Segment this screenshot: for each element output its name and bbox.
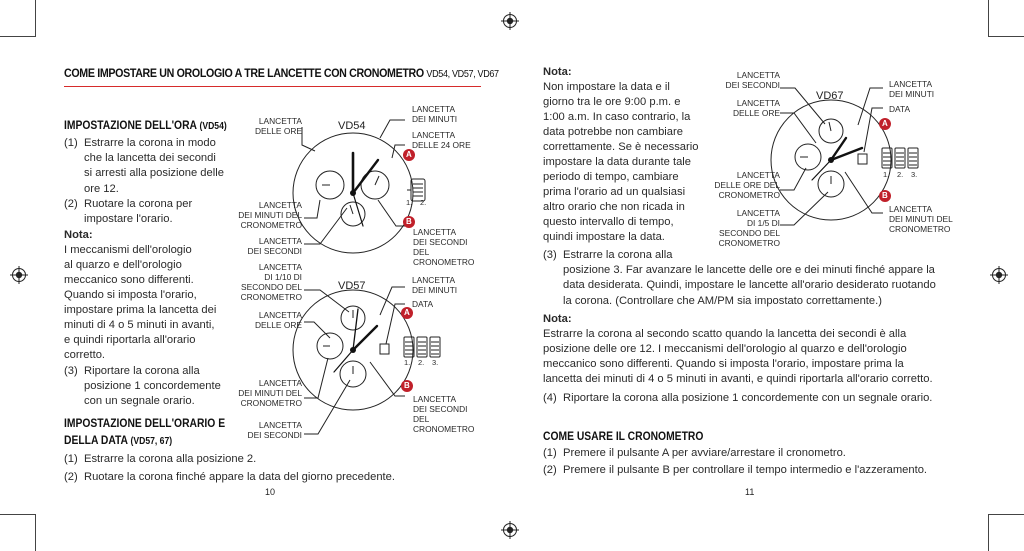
date-window	[858, 154, 867, 164]
model-label: VD67	[816, 90, 844, 102]
label-tenth-second: LANCETTA DI 1/10 DI SECONDO DEL CRONOMETRO	[240, 262, 302, 302]
section-heading-time: IMPOSTAZIONE DELL'ORA (VD54)	[64, 118, 227, 132]
nota-line: questo intervallo di tempo,	[543, 216, 674, 228]
label-chrono-second: LANCETTA DEI SECONDI DEL CRONOMETRO	[413, 227, 475, 267]
label-chrono-minute: LANCETTA DEI MINUTI DEL CRONOMETRO	[238, 378, 302, 408]
label-hour-hand: LANCETTA DELLE ORE	[254, 310, 302, 330]
section-heading-chrono: COME USARE IL CRONOMETRO	[543, 429, 704, 443]
page-number: 11	[745, 487, 755, 497]
nota-line: al quarzo e dell'orologio	[64, 259, 182, 271]
label-second-hand: LANCETTA DEI SECONDI	[247, 236, 302, 256]
nota-line: I meccanismi dell'orologio	[64, 244, 192, 256]
button-a-label: A	[404, 308, 410, 317]
label-second-hand: LANCETTA DEI SECONDI	[247, 420, 302, 440]
label-minute-hand: LANCETTA DEI MINUTI	[412, 104, 458, 124]
nota-line: quindi impostare la data.	[543, 231, 665, 243]
label-date: DATA	[889, 104, 911, 114]
nota-line: correttamente. Se è necessario	[543, 141, 699, 153]
button-b-label: B	[404, 381, 410, 390]
section-heading-time-date: DELLA DATA (VD57, 67)	[64, 433, 173, 447]
nota-line: meccanico sono differenti. Quando si imposta l'orario, impostare prima la	[543, 358, 904, 370]
crown-position: 1.	[406, 198, 413, 207]
label-chrono-minute: LANCETTA DEI MINUTI DEL CRONOMETRO	[889, 204, 953, 234]
label-minute-hand: LANCETTA DEI MINUTI	[412, 275, 458, 295]
label-second-hand: LANCETTA DEI SECONDI	[725, 70, 780, 90]
crown-position: 3.	[432, 358, 439, 367]
nota-line: e quindi riportarla all'orario	[64, 334, 196, 346]
nota-label: Nota:	[543, 313, 572, 325]
button-a-label: A	[882, 119, 888, 128]
label-chrono-hour: LANCETTA DELLE ORE DEL CRONOMETRO	[714, 170, 780, 200]
nota-line: posizione delle ore 12. I meccanismi dell'orologio al quarzo e dell'orologio	[543, 343, 907, 355]
label-minute-hand: LANCETTA DEI MINUTI	[889, 79, 935, 99]
label-24h-hand: LANCETTA DELLE 24 ORE	[412, 130, 471, 150]
nota-label: Nota:	[64, 229, 93, 241]
crown-position: 2.	[897, 170, 904, 179]
label-date: DATA	[412, 299, 434, 309]
nota-line: Non impostare la data e il	[543, 81, 670, 93]
button-b-label: B	[406, 217, 412, 226]
label-chrono-second: LANCETTA DEI SECONDI DEL CRONOMETRO	[413, 394, 475, 434]
nota-line: impostare prima la lancetta dei	[64, 304, 217, 316]
label-fifth-second: LANCETTA DI 1/5 DI SECONDO DEL CRONOMETRO	[718, 208, 780, 248]
nota-line: 1:00 a.m. In caso contrario, la	[543, 111, 691, 123]
nota-line: data potrebbe non cambiare	[543, 126, 683, 138]
nota-line: giorno tra le ore 9:00 p.m. e	[543, 96, 681, 108]
nota-line: corretto.	[64, 349, 106, 361]
nota-line: meccanico sono differenti.	[64, 274, 194, 286]
label-hour-hand: LANCETTA DELLE ORE	[732, 98, 780, 118]
nota-line: lancetta dei minuti di 4 o 5 minuti in avanti, e quindi riportarla all'orario corretto.	[543, 373, 933, 385]
crown-position: 1.	[404, 358, 411, 367]
nota-line: impostare la data durante tale	[543, 156, 692, 168]
nota-line: altro orario che non ricada in	[543, 201, 685, 213]
crown-position: 1.	[883, 170, 890, 179]
section-heading-time-date: IMPOSTAZIONE DELL'ORARIO E	[64, 416, 226, 430]
nota-label: Nota:	[543, 66, 572, 78]
label-hour-hand: LANCETTA DELLE ORE	[254, 116, 302, 136]
crown-position: 2.	[420, 198, 427, 207]
page-number: 10	[265, 487, 276, 497]
crown-position: 2.	[418, 358, 425, 367]
nota-line: prima l'orario ad un qualsiasi	[543, 186, 686, 198]
nota-line: Quando si imposta l'orario,	[64, 289, 197, 301]
model-label: VD54	[338, 120, 366, 132]
crown-position: 3.	[911, 170, 918, 179]
label-chrono-minute: LANCETTA DEI MINUTI DEL CRONOMETRO	[238, 200, 302, 230]
button-b-label: B	[882, 191, 888, 200]
model-label: VD57	[338, 280, 366, 292]
nota-line: periodo di tempo, cambiare	[543, 171, 679, 183]
nota-line: minuti di 4 o 5 minuti in avanti,	[64, 319, 215, 331]
button-a-label: A	[406, 150, 412, 159]
page-title: COME IMPOSTARE UN OROLOGIO A TRE LANCETTE CON CRONOMETRO VD54, VD57, VD67	[64, 66, 499, 80]
nota-line: Estrarre la corona al secondo scatto quando la lancetta dei secondi è alla	[543, 328, 907, 340]
